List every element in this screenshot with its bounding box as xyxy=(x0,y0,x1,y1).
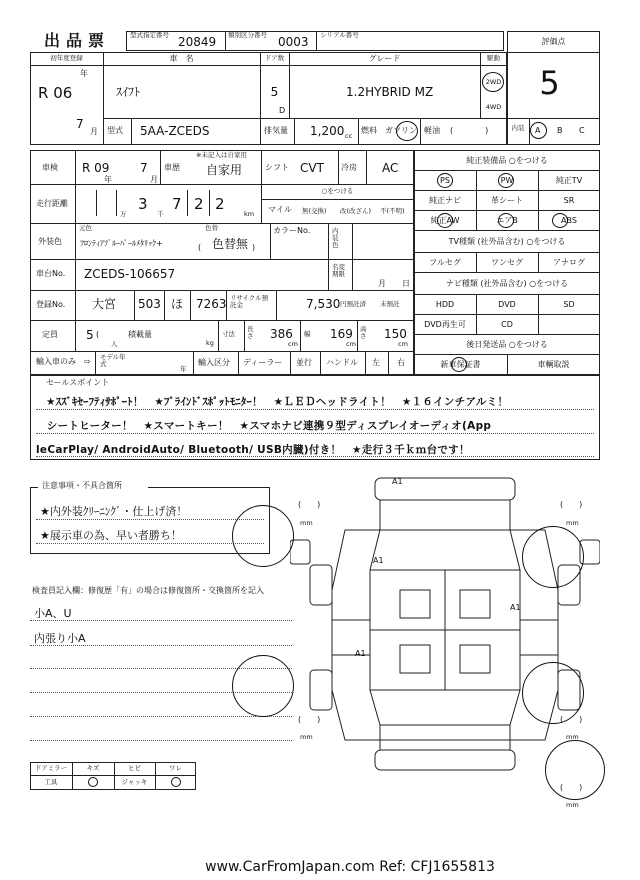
tv-title: TV種類 (社外品含む) ○をつける xyxy=(448,237,566,246)
inspector-label: 検査員記入欄：修復歴「有」の場合は修復箇所・交換箇所を記入 xyxy=(32,586,264,595)
navi-dvd-play: DVD再生可 xyxy=(424,320,466,329)
equip-abs: ABS xyxy=(561,216,577,225)
tv-oneseg: ワンセグ xyxy=(491,258,523,267)
docs-warranty: 新車保証書 xyxy=(440,360,481,369)
legend-crack: ヒビ xyxy=(128,764,141,772)
equip-aw-circle xyxy=(437,213,453,228)
drive-4wd: 4WD xyxy=(485,103,502,111)
reg-class: 503 xyxy=(138,297,161,311)
tire-unit-fl: mm xyxy=(300,519,313,527)
usage-label: 車歴 xyxy=(164,163,180,172)
recycle-note: 円預託済 xyxy=(340,300,366,308)
fuel-label: 燃料 xyxy=(361,126,377,135)
equip-navi: 純正ナビ xyxy=(429,196,461,205)
sales-label: セールスポイント xyxy=(46,378,110,387)
reg-number: 7263 xyxy=(196,297,227,311)
name-change-month: 月 xyxy=(378,279,386,288)
import-dealer: ディーラー xyxy=(243,358,283,367)
doors-suffix: D xyxy=(279,106,286,115)
first-reg-month-unit: 月 xyxy=(90,127,98,136)
width-value: 169 xyxy=(330,327,353,341)
color-change-label: 色替 xyxy=(205,224,218,232)
navi-sd: SD xyxy=(563,300,575,309)
capacity-value: 5 xyxy=(86,328,94,342)
name-change-day: 日 xyxy=(402,279,410,288)
color-no-label: カラーNo. xyxy=(273,226,311,235)
equip-ps-circle xyxy=(437,173,453,188)
drive-label: 駆動 xyxy=(487,54,500,62)
legend-mirror: ドアミラー xyxy=(34,764,68,772)
type-value: 20849 xyxy=(178,35,217,49)
shaken-label: 車検 xyxy=(42,163,58,172)
model-year-unit: 年 xyxy=(180,365,187,373)
notes-line-2: ★展示車の為、早い者勝ち！ xyxy=(40,529,182,542)
mileage-digit-3: 2 xyxy=(215,195,225,213)
interior-grade-b: B xyxy=(557,126,563,135)
inspector-line-2: 内張り小A xyxy=(34,632,86,645)
equip-leather: 革シート xyxy=(491,196,523,205)
mileage-opt-mile: マイル xyxy=(268,205,292,214)
damage-mark-right: A1 xyxy=(510,603,521,612)
serial-label: シリアル番号 xyxy=(320,31,359,39)
navi-title: ナビ種類 (社外品含む) ○をつける xyxy=(445,279,569,288)
tire-bracket-spare: ( ) xyxy=(560,783,583,792)
chassis-label: 車台No. xyxy=(36,269,66,278)
fuel-gas: ガソリン xyxy=(385,126,417,135)
import-cat-label: 輸入区分 xyxy=(198,358,230,367)
navi-dvd: DVD xyxy=(498,300,516,309)
capacity-label: 定員 xyxy=(42,330,58,339)
drive-2wd-circle xyxy=(482,72,504,92)
sales-line-3: leCarPlay/ AndroidAuto/ Bluetooth/ USB内臓)付き！ ★走行３千ｋｍ台です！ xyxy=(36,444,470,456)
interior-grade-circle xyxy=(530,122,547,139)
car-name-label: 車 名 xyxy=(169,54,194,63)
grade-label: グレード xyxy=(368,54,401,63)
shaken-month-unit: 月 xyxy=(150,175,158,184)
usage-note: ※未記入は自家用 xyxy=(196,151,247,159)
import-arrow: ⇨ xyxy=(84,357,91,366)
grade-value: 1.2HYBRID MZ xyxy=(346,85,434,99)
equip-abs-circle xyxy=(552,213,568,228)
equip-airbag: エアB xyxy=(496,216,518,225)
tire-bracket-fr: ( ) xyxy=(560,500,583,509)
legend-jack-circle xyxy=(171,777,181,787)
orig-color-label: 元色 xyxy=(79,224,92,232)
mileage-man-digit: 3 xyxy=(138,195,148,213)
equipment-title: 純正装備品 ○をつける xyxy=(466,156,548,165)
interior-grade-a: A xyxy=(535,126,541,135)
fuel-paren: ( ) xyxy=(450,126,489,135)
color-paren-open: ( xyxy=(198,243,202,252)
equip-airbag-circle xyxy=(498,213,514,228)
recycle-not: 未預託 xyxy=(380,300,400,308)
class-value: 0003 xyxy=(278,35,309,49)
mileage-label: 走行距離 xyxy=(36,199,68,208)
interior-label: 内装 xyxy=(511,124,525,132)
shaken-value: R 09 xyxy=(82,161,110,175)
class-label: 類別区分番号 xyxy=(228,31,267,39)
displacement-label: 排気量 xyxy=(264,126,288,135)
tire-unit-fr: mm xyxy=(566,519,579,527)
legend-scratch: キズ xyxy=(86,764,100,772)
reg-kana: ほ xyxy=(171,297,184,311)
navi-hdd: HDD xyxy=(435,300,455,309)
color-value: ﾌﾛﾝﾃｨｱﾌﾞﾙｰﾊﾟｰﾙﾒﾀﾘｯｸ+ xyxy=(80,239,163,248)
first-reg-month: 7 xyxy=(76,117,84,131)
displacement-value: 1,200 xyxy=(310,124,345,138)
mileage-circle-note: ○をつける xyxy=(321,187,354,195)
mileage-unit-sen: 千 xyxy=(157,210,164,218)
width-unit: cm xyxy=(346,340,356,348)
equip-tv: 純正TV xyxy=(555,176,583,185)
shaken-month: 7 xyxy=(140,161,148,175)
equip-pw: PW xyxy=(500,176,514,185)
rear-left-tire-icon xyxy=(232,655,294,717)
damage-mark-left-rear: A1 xyxy=(355,649,366,658)
shaken-year-unit: 年 xyxy=(104,175,112,184)
recycle-value: 7,530 xyxy=(306,297,341,311)
doors-label: ドア数 xyxy=(264,54,285,62)
tire-unit-rl: mm xyxy=(300,733,313,741)
model-year-label: モデル年式 xyxy=(100,353,126,369)
name-change-label: 名変期限 xyxy=(332,263,345,279)
front-left-tire-icon xyxy=(232,505,294,567)
sales-line-1: ★ｽｽﾞｷｾｰﾌﾃｨｻﾎﾟｰﾄ！ ★ﾌﾞﾗｲﾝﾄﾞｽﾎﾟｯﾄﾓﾆﾀｰ！ ★ＬＥＤヘッドライト！ ★１６インチアルミ！ xyxy=(46,396,509,408)
load-unit: kg xyxy=(206,339,214,347)
tire-bracket-rr: ( ) xyxy=(560,715,583,724)
rating-value: 5 xyxy=(539,64,560,102)
first-reg-year-unit: 年 xyxy=(80,69,88,78)
height-label: 高さ xyxy=(360,325,367,341)
capacity-unit: 人 xyxy=(111,340,118,348)
chassis-value: ZCEDS-106657 xyxy=(84,267,176,281)
mileage-opt-exchange: 無(交換) xyxy=(302,207,327,215)
mileage-digit-2: 2 xyxy=(194,195,204,213)
legend-tools: 工具 xyxy=(44,778,58,786)
handle-label: ハンドル xyxy=(326,358,358,367)
aircon-label: 冷房 xyxy=(341,163,357,172)
equip-pw-circle xyxy=(498,173,514,188)
color-change-value: 色替無 xyxy=(212,237,249,251)
car-name-value: ｽｲﾌﾄ xyxy=(116,85,141,99)
fuel-gas-circle xyxy=(396,121,418,141)
capacity-paren: ( xyxy=(96,330,100,339)
handle-left: 左 xyxy=(372,358,380,367)
mileage-opt-tamper: 改(改ざん) xyxy=(340,207,372,215)
interior-color-label: 内装色 xyxy=(332,227,339,250)
legend-tools-circle xyxy=(88,777,98,787)
footer-watermark: www.CarFromJapan.com Ref: CFJ1655813 xyxy=(205,859,495,875)
tire-unit-spare: mm xyxy=(566,801,579,809)
interior-grade-c: C xyxy=(579,126,585,135)
first-reg-era: R 06 xyxy=(38,84,73,102)
docs-title: 後日発送品 ○をつける xyxy=(466,340,548,349)
inspector-line-1: 小A、U xyxy=(34,607,72,620)
equip-sr: SR xyxy=(563,196,575,205)
handle-right: 右 xyxy=(397,358,405,367)
sheet-title: 出品票 xyxy=(44,31,111,50)
doors-value: 5 xyxy=(270,85,279,99)
docs-manual: 車輌取説 xyxy=(537,360,570,369)
width-label: 幅 xyxy=(304,330,311,338)
fuel-diesel: 軽油 xyxy=(424,126,440,135)
import-label: 輸入車のみ xyxy=(36,357,76,366)
height-value: 150 xyxy=(384,327,407,341)
mileage-digit-1: 7 xyxy=(172,195,182,213)
load-label: 積載量 xyxy=(128,330,152,339)
reg-label: 登録No. xyxy=(36,300,66,309)
length-label: 長さ xyxy=(247,325,254,341)
legend-break: ワレ xyxy=(169,764,182,772)
rating-label: 評価点 xyxy=(541,37,566,46)
recycle-label: リサイクル預託金 xyxy=(230,294,269,310)
model-label: 型式 xyxy=(107,126,123,135)
tire-unit-rr: mm xyxy=(566,733,579,741)
type-label: 型式指定番号 xyxy=(130,31,169,39)
drive-2wd: 2WD xyxy=(485,78,502,86)
length-value: 386 xyxy=(270,327,293,341)
usage-value: 自家用 xyxy=(206,163,243,177)
dims-label: 寸法 xyxy=(222,330,235,338)
equip-ps: PS xyxy=(440,176,450,185)
color-label: 外装色 xyxy=(38,237,62,246)
tv-fullseg: フルセグ xyxy=(429,258,461,267)
damage-mark-roof: A1 xyxy=(392,477,403,486)
height-unit: cm xyxy=(398,340,408,348)
color-paren-close: ) xyxy=(252,243,256,252)
legend-jack: ジャッキ xyxy=(121,778,148,786)
first-reg-label: 初年度登録 xyxy=(50,54,83,62)
sales-line-2: シートヒーター！ ★スマートキー！ ★スマホナビ連携９型ディスプレイオーディオ(App xyxy=(36,420,492,432)
tire-bracket-fl: ( ) xyxy=(298,500,321,509)
docs-warranty-circle xyxy=(451,357,467,372)
displacement-unit: cc xyxy=(345,132,353,140)
import-parallel: 並行 xyxy=(296,358,312,367)
shift-value: CVT xyxy=(300,161,324,175)
mileage-unit: km xyxy=(244,210,255,218)
navi-cd: CD xyxy=(501,320,513,329)
notes-label: 注意事項・不具合箇所 xyxy=(42,481,122,490)
aircon-value: AC xyxy=(382,161,399,175)
length-unit: cm xyxy=(288,340,298,348)
front-right-tire-icon xyxy=(522,526,584,588)
mileage-unit-man: 万 xyxy=(120,210,127,218)
shift-label: シフト xyxy=(265,163,289,172)
tire-bracket-rl: ( ) xyxy=(298,715,321,724)
mileage-opt-unknown: 不(不明) xyxy=(380,207,405,215)
model-value: 5AA-ZCEDS xyxy=(140,124,210,138)
damage-mark-left-front: A1 xyxy=(373,556,384,565)
equip-aw: 純正AW xyxy=(430,216,460,225)
reg-city: 大宮 xyxy=(92,297,117,311)
notes-line-1: ★内外装ｸﾘｰﾆﾝｸﾞ・仕上げ済！ xyxy=(40,505,188,518)
tv-analog: アナログ xyxy=(553,258,585,267)
